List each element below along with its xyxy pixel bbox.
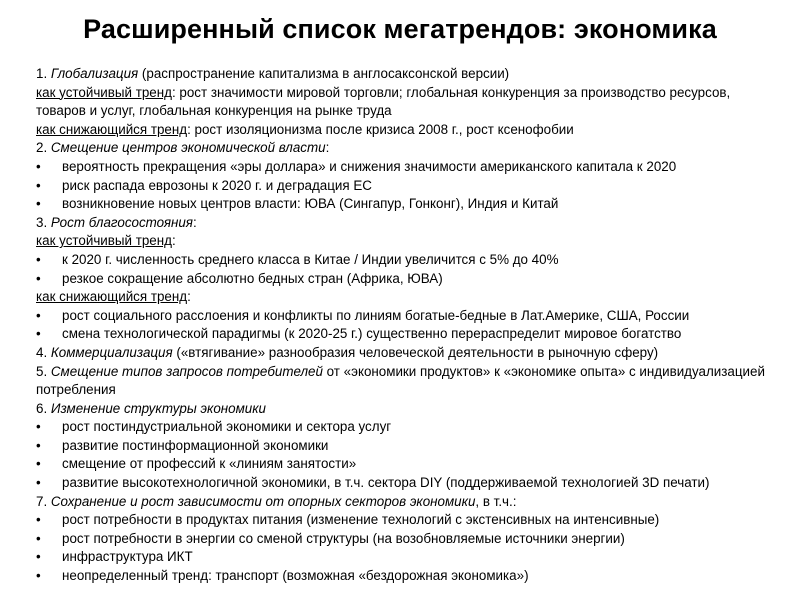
trend-6-heading: 6. Изменение структуры экономики [36, 400, 266, 416]
bullet-item: • к 2020 г. численность среднего класса в Китае / Индии увеличится с 5% до 40% [36, 251, 771, 270]
trend-7-name: Сохранение и рост зависимости от опорных секторов экономики [50, 493, 476, 509]
bullet-item: • вероятность прекращения «эры доллара» и снижения значимости американского капитала к 2020 [36, 158, 771, 177]
declining-trend-label: как снижающийся тренд [36, 289, 188, 305]
bullet-item: • риск распада еврозоны к 2020 г. и деградация ЕС [36, 177, 771, 196]
trend-1-name: Глобализация [50, 66, 139, 81]
bullet-item: • рост постиндустриальной экономики и сектора услуг [36, 418, 771, 437]
trend-1-heading: 1. Глобализация (распространение капитализма в англосаксонской версии) [36, 66, 510, 81]
trend-1-stable: как устойчивый тренд: рост значимости мировой торговли; глобальная конкуренция за производство ресурсов, товаров и услуг, глобальная конкуренция на рынке труда [36, 84, 731, 119]
trend-3-stable: как устойчивый тренд: [36, 233, 176, 249]
declining-trend-label: как снижающийся тренд [36, 121, 188, 137]
slide-body [36, 65, 771, 586]
trend-2-name: Смещение центров экономической власти [50, 140, 326, 156]
bullet-item: • смещение от профессий к «линиям занятости» [36, 455, 771, 474]
trend-6-name: Изменение структуры экономики [50, 400, 266, 416]
trend-5-heading: 5. Смещение типов запросов потребителей от «экономики продуктов» к «экономике опыта» с индивидуализацией потребления [36, 363, 765, 398]
bullet-item: • развитие постинформационной экономики [36, 437, 771, 456]
trend-3-declining: как снижающийся тренд: [36, 289, 191, 305]
trend-2-heading: 2. Смещение центров экономической власти: [36, 140, 330, 156]
trend-4-name: Коммерциализация [50, 344, 173, 360]
bullet-item: • рост социального расслоения и конфликты по линиям богатые-бедные в Лат.Америке, США, России [36, 307, 771, 326]
bullet-item: • рост потребности в энергии со сменой структуры (на возобновляемые источники энергии) [36, 530, 771, 549]
trend-4-heading: 4. Коммерциализация («втягивание» разнообразия человеческой деятельности в рыночную сферу) [36, 344, 659, 360]
slide-title: Расширенный список мегатрендов: экономика [83, 14, 717, 44]
bullet-item: • развитие высокотехнологичной экономики, в т.ч. сектора DIY (поддерживаемой технологией 3D печати) [36, 474, 771, 493]
bullet-item: • смена технологической парадигмы (к 2020-25 г.) существенно перераспределит мировое богатство [36, 325, 771, 344]
bullet-item: • резкое сокращение абсолютно бедных стран (Африка, ЮВА) [36, 270, 771, 289]
trend-1-declining: как снижающийся тренд: рост изоляционизма после кризиса 2008 г., рост ксенофобии [36, 121, 574, 137]
stable-trend-label: как устойчивый тренд [36, 233, 172, 249]
stable-trend-label: как устойчивый тренд [36, 84, 172, 100]
trend-5-name: Смещение типов запросов потребителей [50, 363, 323, 379]
bullet-item: • инфраструктура ИКТ [36, 548, 771, 567]
trend-3-heading: 3. Рост благосостояния: [36, 214, 197, 230]
bullet-item: • возникновение новых центров власти: ЮВА (Сингапур, Гонконг), Индия и Китай [36, 195, 771, 214]
trend-7-heading: 7. Сохранение и рост зависимости от опорных секторов экономики, в т.ч.: [36, 493, 517, 509]
bullet-item: • рост потребности в продуктах питания (изменение технологий с экстенсивных на интенсивные) [36, 511, 771, 530]
trend-3-name: Рост благосостояния [50, 214, 193, 230]
bullet-item: • неопределенный тренд: транспорт (возможная «бездорожная экономика») [36, 567, 771, 586]
